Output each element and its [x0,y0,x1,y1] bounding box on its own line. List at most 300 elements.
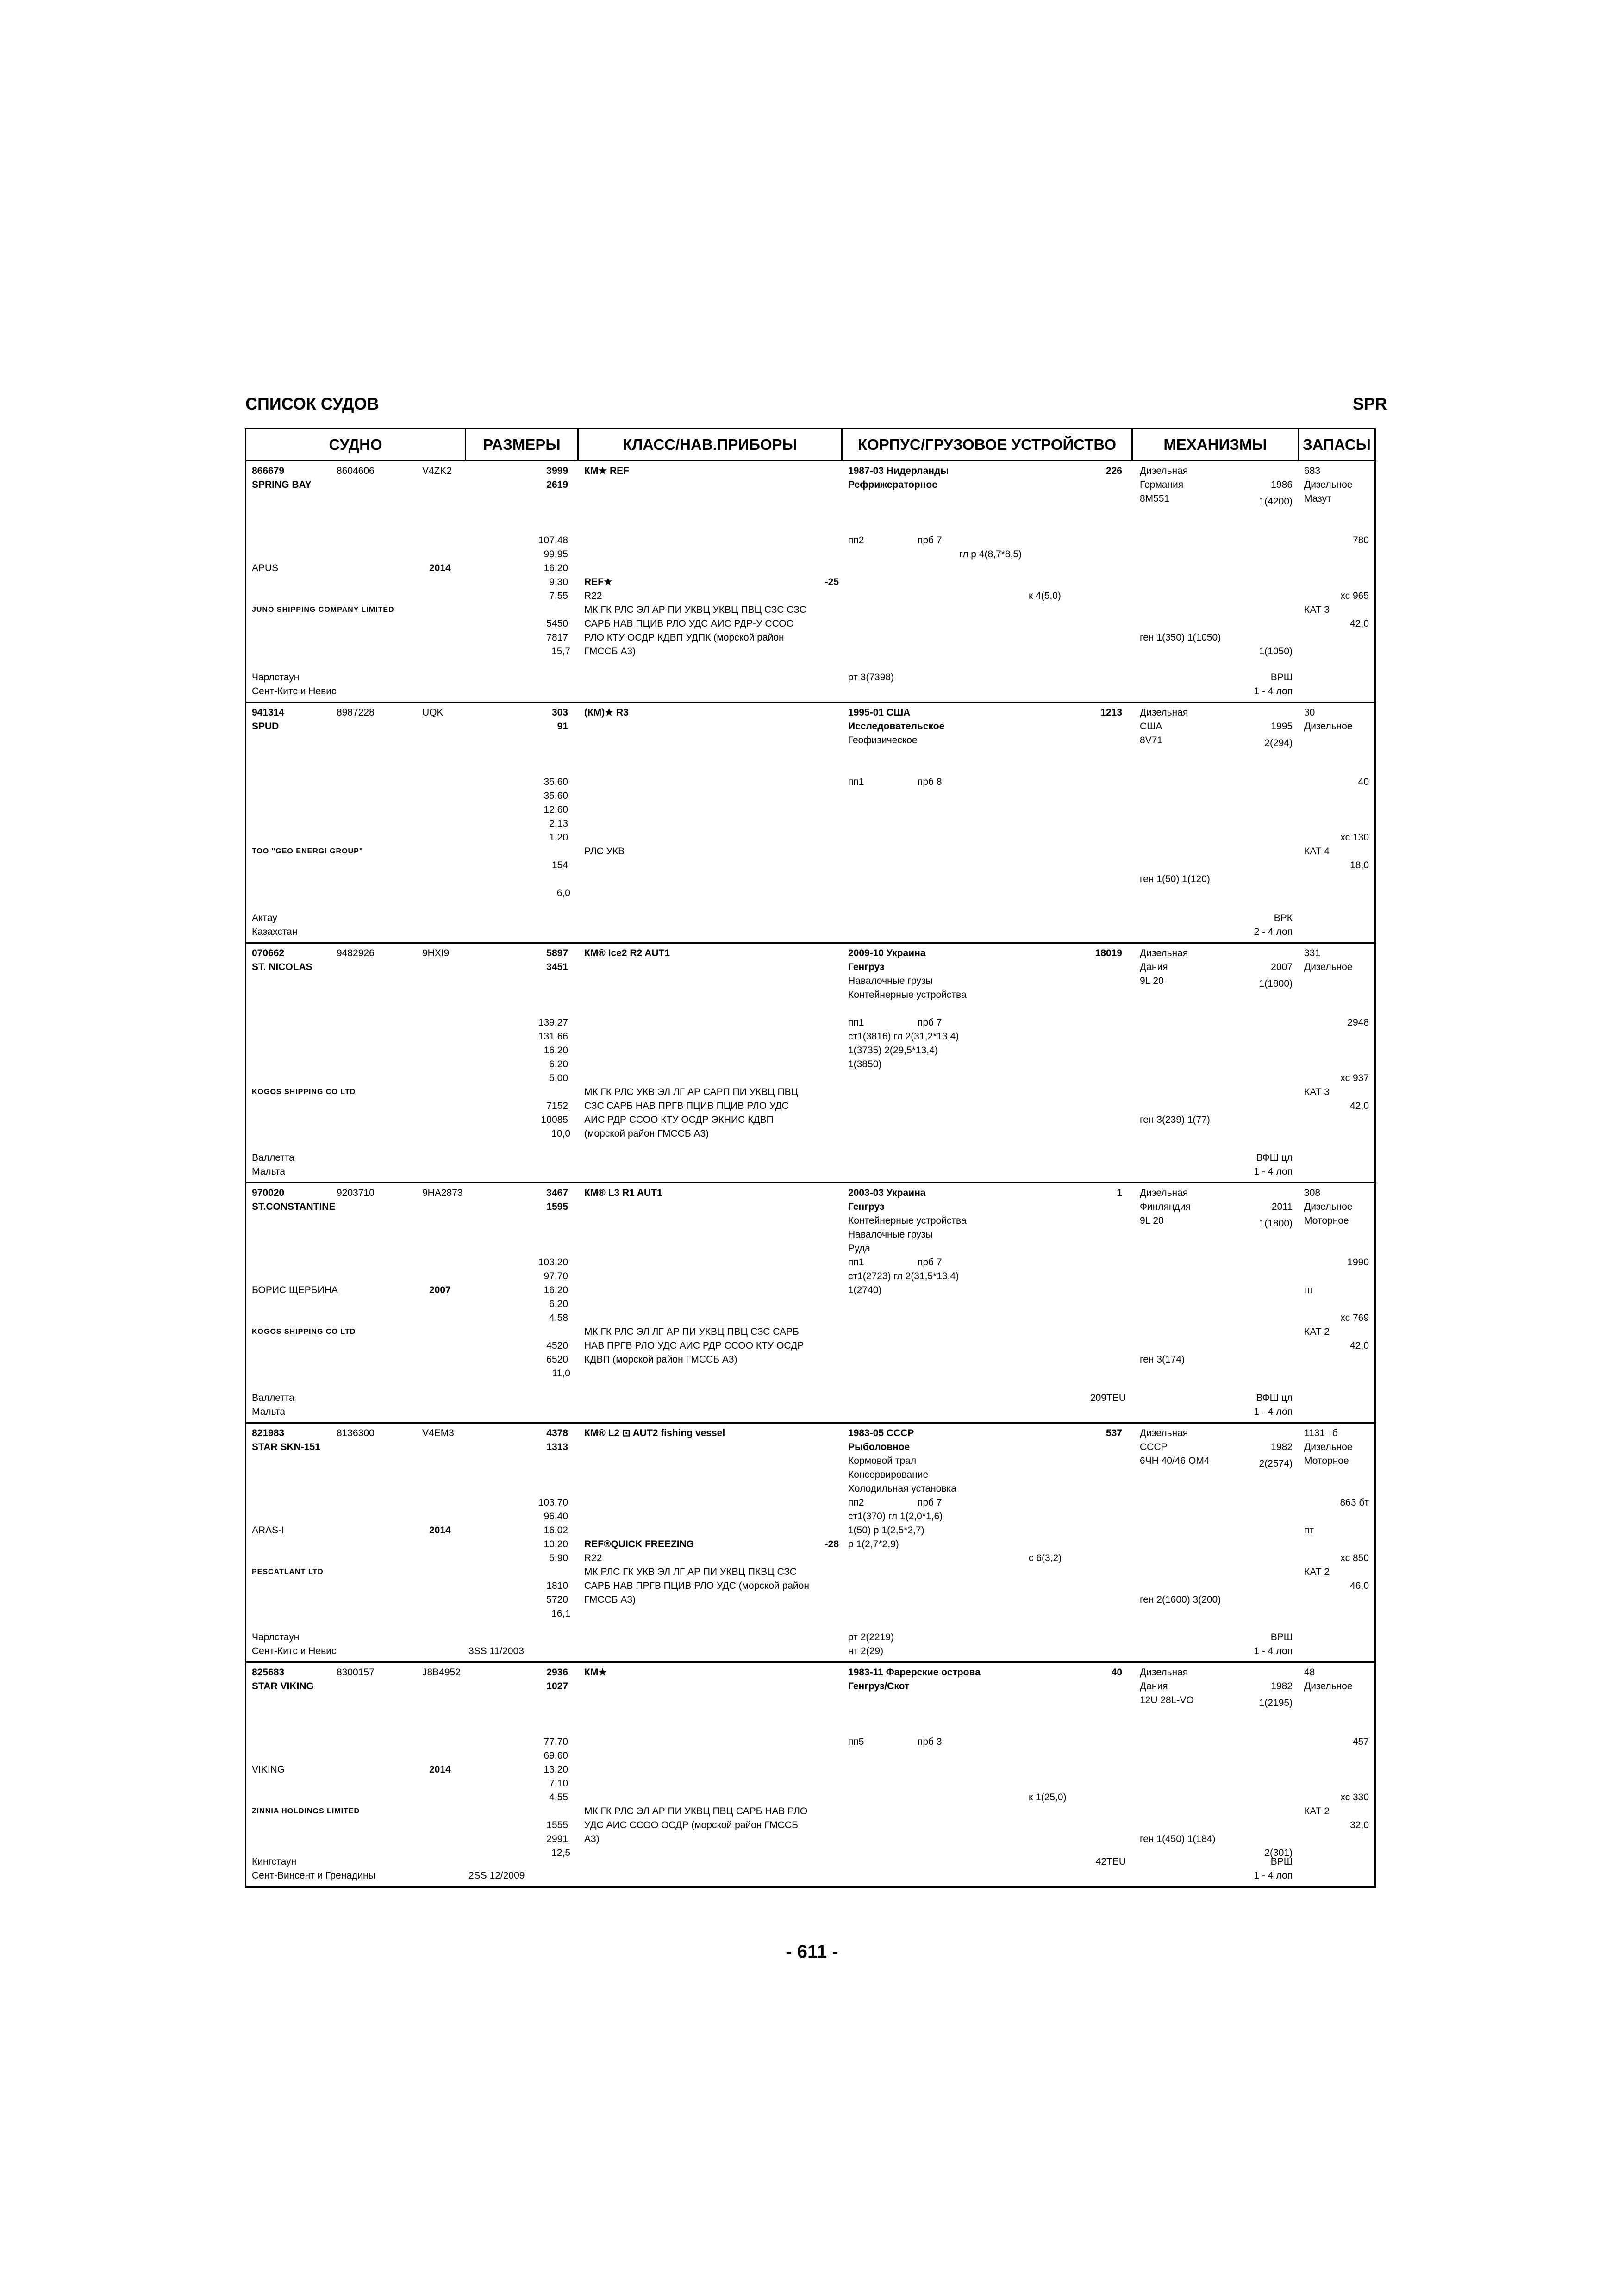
navigation-equipment: РЛО КТУ ОСДР КДВП УДПК (морской район [584,632,784,643]
engine-model: 12U 28L-VO [1140,1695,1194,1705]
class-notation: КМ® L3 R1 AUT1 [584,1188,662,1198]
net-tonnage: 1027 [546,1681,568,1692]
hull-type: Контейнерные устройства [848,989,967,1000]
imo-number: 9482926 [337,948,375,958]
engine-power: 1(2195) [1259,1698,1293,1708]
engine-model: 6ЧН 40/46 ОМ4 [1140,1456,1210,1466]
gross-tonnage: 3467 [546,1188,568,1198]
container-capacity: 209TEU [1090,1393,1126,1403]
fuel-type-secondary: Мазут [1304,493,1331,504]
deadweight: 1555 [546,1820,568,1830]
propeller-type: ВФШ цл [1256,1393,1293,1403]
hull-type: Рыболовное [848,1442,910,1452]
navigation-equipment: ГМССБ А3) [584,1594,636,1605]
holds: пп2 [848,535,864,546]
category: КАТ 2 [1304,1326,1330,1337]
navigation-equipment: МК ГК РЛС ЭЛ ЛГ АР ПИ УКВЦ ПВЦ СЗС САРБ [584,1326,799,1337]
bulkheads: прб 3 [918,1736,942,1747]
engine-type: Дизельная [1140,1188,1188,1198]
engine-type: Дизельная [1140,1428,1188,1438]
displacement: 7817 [546,632,568,643]
builder-number: 537 [1106,1428,1122,1438]
holds: пп1 [848,1017,864,1028]
dimension-value: 103,70 [538,1497,568,1508]
dimension-value: 1,20 [549,832,568,843]
dimension-value: 13,20 [543,1764,568,1775]
class-notation: КМ★ REF [584,466,629,476]
gross-tonnage: 4378 [546,1428,568,1438]
fuel-quantity: 1131 тб [1304,1428,1338,1438]
build-date-country: 1995-01 США [848,707,911,718]
propeller-blades: 2 - 4 лоп [1254,927,1293,937]
engine-country: США [1140,721,1162,732]
column-header-stores: ЗАПАСЫ [1303,436,1371,453]
hull-type: Генгруз [848,962,885,972]
engine-year: 1995 [1271,721,1293,732]
ship-name: SPUD [252,721,279,732]
engine-country: СССР [1140,1442,1168,1452]
flag-state: Мальта [252,1166,286,1177]
dimension-value: 6,20 [549,1299,568,1309]
bulkheads: прб 7 [918,1257,942,1268]
engine-model: 8V71 [1140,735,1163,746]
water-capacity: 40 [1358,777,1369,787]
call-sign: J8B4952 [422,1667,461,1678]
fuel-type: Дизельное [1304,721,1353,732]
port-of-registry: Валлетта [252,1393,294,1403]
build-date-country: 1983-11 Фарерские острова [848,1667,981,1678]
engine-power: 2(294) [1264,738,1293,748]
column-header-class: КЛАСС/НАВ.ПРИБОРЫ [579,429,843,460]
register-number: 821983 [252,1428,285,1438]
register-number: 970020 [252,1188,285,1198]
engine-type: Дизельная [1140,948,1188,958]
owner-name: JUNO SHIPPING COMPANY LIMITED [252,606,394,614]
category-value: 42,0 [1350,1101,1369,1111]
dimension-value: 16,20 [543,1045,568,1056]
dimension-value: 97,70 [543,1271,568,1282]
category: КАТ 4 [1304,846,1330,857]
navigation-equipment: КДВП (морской район ГМССБ А3) [584,1354,737,1365]
dimension-value: 35,60 [543,790,568,801]
navigation-equipment: ГМССБ А3) [584,646,636,657]
propeller-blades: 1 - 4 лоп [1254,1406,1293,1417]
owner-name: ZINNIA HOLDINGS LIMITED [252,1807,360,1815]
gross-tonnage: 3999 [546,466,568,476]
category: КАТ 2 [1304,1806,1330,1817]
owner-name: ТОО "GEO ENERGI GROUP" [252,847,363,855]
fuel-quantity: 683 [1304,466,1321,476]
propeller-blades: 1 - 4 лоп [1254,1870,1293,1881]
refrigerant: R22 [584,591,602,601]
crew-capacity: хс 330 [1340,1792,1369,1803]
dimension-value: 16,20 [543,563,568,573]
dimension-value: 16,20 [543,1285,568,1295]
engine-model: 9L 20 [1140,976,1164,986]
cargo-handling: 1(3735) 2(29,5*13,4) [848,1045,938,1056]
cargo-handling: 1(2740) [848,1285,882,1295]
build-date-country: 2009-10 Украина [848,948,926,958]
fuel-type-secondary: Моторное [1304,1456,1349,1466]
navigation-equipment: УДС АИС ССОО ОСДР (морской район ГМССБ [584,1820,798,1830]
gross-tonnage: 5897 [546,948,568,958]
flag-state: Мальта [252,1406,286,1417]
speed: 11,0 [552,1368,570,1379]
former-name: ARAS-I [252,1525,285,1536]
engine-type: Дизельная [1140,707,1188,718]
dimension-value: 5,90 [549,1553,568,1563]
fuel-quantity: 308 [1304,1188,1321,1198]
hull-type: Консервирование [848,1469,929,1480]
flag-state: Казахстан [252,927,298,937]
cargo-handling: ст1(370) гл 1(2,0*1,6) [848,1511,943,1522]
dimension-value: 103,20 [538,1257,568,1268]
dimension-value: 7,55 [549,591,568,601]
build-date-country: 1987-03 Нидерланды [848,466,949,476]
page-number: - 611 - [786,1941,838,1962]
owner-name: KOGOS SHIPPING CO LTD [252,1328,356,1336]
ship-record [246,461,1374,703]
hull-type: Исследовательское [848,721,945,732]
propeller-blades: 1 - 4 лоп [1254,1646,1293,1656]
ship-name: STAR SKN-151 [252,1442,320,1452]
cargo-tanks-2: нт 2(29) [848,1646,884,1656]
holds: пп1 [848,777,864,787]
cargo-handling: ст1(3816) гл 2(31,2*13,4) [848,1031,959,1042]
bulkheads: прб 7 [918,1497,942,1508]
hatch-info: гл р 4(8,7*8,5) [959,549,1022,560]
engine-power: 1(1800) [1259,1218,1293,1229]
flag-state: Сент-Винсент и Гренадины [252,1870,375,1881]
ship-name: SPRING BAY [252,479,312,490]
imo-number: 9203710 [337,1188,375,1198]
ship-name: STAR VIKING [252,1681,314,1692]
hull-type: Генгруз/Скот [848,1681,910,1692]
class-notation: КМ★ [584,1667,607,1678]
cargo-tanks: рт 2(2219) [848,1632,894,1643]
dimension-value: 96,40 [543,1511,568,1522]
generators: ген 1(50) 1(120) [1140,874,1210,884]
dimension-value: 5,00 [549,1073,568,1083]
propeller-type: ВРШ [1270,1632,1293,1643]
hull-type: Геофизическое [848,735,918,746]
cargo-tanks: рт 3(7398) [848,672,894,683]
dimension-value: 35,60 [543,777,568,787]
imo-number: 8987228 [337,707,375,718]
category: КАТ 3 [1304,604,1330,615]
speed: 15,7 [551,646,570,657]
bulkheads: прб 7 [918,535,942,546]
propeller-type: ВФШ цл [1256,1152,1293,1163]
engine-country: Германия [1140,479,1184,490]
register-number: 070662 [252,948,285,958]
water-capacity: 1990 [1347,1257,1369,1268]
refrigeration-temperature: -28 [824,1539,839,1549]
generators: ген 1(450) 1(184) [1140,1834,1216,1844]
flag-state: Сент-Китс и Невис [252,1646,337,1656]
column-header-dimensions: РАЗМЕРЫ [466,429,579,460]
navigation-equipment: МК РЛС ГК УКВ ЭЛ ЛГ АР ПИ УКВЦ ПКВЦ СЗС [584,1567,797,1577]
displacement: 2991 [546,1834,568,1844]
fuel-quantity: 48 [1304,1667,1315,1678]
navigation-equipment: А3) [584,1834,600,1844]
navigation-equipment: САРБ НАВ ПЦИВ РЛО УДС АИС РДР-У ССОО [584,618,794,629]
refrigeration-temperature: -25 [824,577,839,587]
dimension-value: 12,60 [543,804,568,815]
engine-year: 1986 [1271,479,1293,490]
deadweight: 1810 [546,1580,568,1591]
port-of-registry: Валлетта [252,1152,294,1163]
generators: ген 1(350) 1(1050) [1140,632,1221,643]
navigation-equipment: АИС РДР ССОО КТУ ОСДР ЭКНИС КДВП [584,1114,774,1125]
propeller-blades: 1 - 4 лоп [1254,1166,1293,1177]
crew-capacity: хс 850 [1340,1553,1369,1563]
propeller-type: ВРШ [1270,1856,1293,1867]
crew-capacity: хс 937 [1340,1073,1369,1083]
column-header-machinery: МЕХАНИЗМЫ [1133,429,1299,460]
gross-tonnage: 303 [551,707,568,718]
navigation-equipment: СЗС САРБ НАВ ПРГВ ПЦИВ ПЦИВ РЛО УДС [584,1101,789,1111]
engine-year: 2007 [1271,962,1293,972]
category-value: 42,0 [1350,1340,1369,1351]
flag-state: Сент-Китс и Невис [252,686,337,697]
dimension-value: 10,20 [543,1539,568,1549]
engine-power: 1(1800) [1259,978,1293,989]
fuel-quantity: 30 [1304,707,1315,718]
category-value: 18,0 [1350,860,1369,871]
class-notation: (КМ)★ R3 [584,707,629,718]
hull-type: Навалочные грузы [848,976,933,986]
document-title: СПИСОК СУДОВ [245,394,379,413]
net-tonnage: 3451 [546,962,568,972]
category: КАТ 2 [1304,1567,1330,1577]
propeller-type: ВРШ [1270,672,1293,683]
hull-type: Рефрижераторное [848,479,937,490]
builder-number: 18019 [1095,948,1122,958]
fuel-type: Дизельное [1304,962,1353,972]
deadweight: 154 [551,860,568,871]
generators-extra: 1(1050) [1259,646,1293,657]
document-code: SPR [1352,394,1387,413]
engine-country: Финляндия [1140,1201,1191,1212]
cranes: к 1(25,0) [1029,1792,1067,1803]
deadweight: 7152 [546,1101,568,1111]
ship-record [246,703,1374,944]
cranes: с 6(3,2) [1029,1553,1062,1563]
owner-name: KOGOS SHIPPING CO LTD [252,1088,356,1096]
dimension-value: 2,13 [549,818,568,829]
fuel-type: Дизельное [1304,1442,1353,1452]
crew-capacity: хс 965 [1340,591,1369,601]
builder-number: 1213 [1100,707,1122,718]
engine-year: 1982 [1271,1442,1293,1452]
net-tonnage: 1595 [546,1201,568,1212]
crew-capacity: хс 130 [1340,832,1369,843]
column-header-hull: КОРПУС/ГРУЗОВОЕ УСТРОЙСТВО [843,429,1133,460]
navigation-equipment: МК ГК РЛС УКВ ЭЛ ЛГ АР САРП ПИ УКВЦ ПВЦ [584,1087,799,1097]
hull-type: Кормовой трал [848,1456,917,1466]
fuel-type-secondary: Моторное [1304,1215,1349,1226]
engine-type: Дизельная [1140,1667,1188,1678]
former-name-year: 2007 [429,1285,451,1295]
hull-type: Навалочные грузы [848,1229,933,1240]
ship-register-table [245,428,1376,1888]
speed: 6,0 [556,888,570,898]
holds: пп2 [848,1497,864,1508]
call-sign: V4ZK2 [422,466,452,476]
navigation-equipment: (морской район ГМССБ А3) [584,1128,709,1139]
former-name: VIKING [252,1764,285,1775]
displacement: 10085 [541,1114,568,1125]
category-value: 42,0 [1350,618,1369,629]
hull-type: Холодильная установка [848,1483,956,1494]
hull-type: Контейнерные устройства [848,1215,967,1226]
imo-number: 8604606 [337,466,375,476]
gross-tonnage: 2936 [546,1667,568,1678]
category: КАТ 3 [1304,1087,1330,1097]
dimension-value: 77,70 [543,1736,568,1747]
engine-model: 8M551 [1140,493,1170,504]
generators-extra: 2(301) [1264,1848,1293,1858]
displacement: 5720 [546,1594,568,1605]
dimension-value: 4,55 [549,1792,568,1803]
build-date-country: 1983-05 СССР [848,1428,914,1438]
survey-info: 2SS 12/2009 [468,1870,525,1881]
water-capacity: 780 [1352,535,1369,546]
navigation-equipment: МК ГК РЛС ЭЛ АР ПИ УКВЦ ПВЦ САРБ НАВ РЛО [584,1806,808,1817]
speed: 16,1 [551,1608,570,1619]
column-header-ship: СУДНО [246,429,466,460]
cargo-handling: р 1(2,7*2,9) [848,1539,899,1549]
engine-year: 2011 [1271,1201,1293,1212]
register-number: 866679 [252,466,285,476]
holds: пп1 [848,1257,864,1268]
register-number: 825683 [252,1667,285,1678]
engine-country: Дания [1140,1681,1168,1692]
fuel-type: Дизельное [1304,479,1353,490]
net-tonnage: 91 [557,721,568,732]
navigation-equipment: САРБ НАВ ПРГВ ПЦИВ РЛО УДС (морской район [584,1580,809,1591]
refrigeration-class: REF★ [584,577,612,587]
engine-power: 1(4200) [1259,496,1293,507]
deadweight: 4520 [546,1340,568,1351]
cargo-handling: 1(3850) [848,1059,882,1070]
dimension-value: 107,48 [538,535,568,546]
propeller-type: ВРК [1274,913,1293,923]
generators: ген 3(174) [1140,1354,1185,1365]
cranes: к 4(5,0) [1029,591,1061,601]
speed: 10,0 [551,1128,570,1139]
port-of-registry: Кингстаун [252,1856,297,1867]
call-sign: UQK [422,707,443,718]
hull-type: Генгруз [848,1201,885,1212]
cargo-handling: ст1(2723) гл 2(31,5*13,4) [848,1271,959,1282]
dimension-value: 6,20 [549,1059,568,1070]
call-sign: 9HA2873 [422,1188,463,1198]
fuel-quantity: 331 [1304,948,1321,958]
register-number: 941314 [252,707,285,718]
engine-year: 1982 [1271,1681,1293,1692]
stores-note: пт [1304,1285,1314,1295]
builder-number: 40 [1111,1667,1122,1678]
bulkheads: прб 8 [918,777,942,787]
survey-info: 3SS 11/2003 [468,1646,524,1656]
container-capacity: 42TEU [1095,1856,1126,1867]
dimension-value: 131,66 [538,1031,568,1042]
imo-number: 8136300 [337,1428,375,1438]
builder-number: 226 [1106,466,1122,476]
ship-record [246,944,1374,1183]
dimension-value: 7,10 [549,1778,568,1789]
dimension-value: 99,95 [543,549,568,560]
dimension-value: 9,30 [549,577,568,587]
cargo-handling: 1(50) р 1(2,5*2,7) [848,1525,924,1536]
ship-record [246,1424,1374,1663]
bulkheads: прб 7 [918,1017,942,1028]
builder-number: 1 [1117,1188,1122,1198]
generators: ген 3(239) 1(77) [1140,1114,1210,1125]
former-name-year: 2014 [429,1764,451,1775]
dimension-value: 4,58 [549,1313,568,1323]
former-name: БОРИС ЩЕРБИНА [252,1285,338,1295]
water-capacity: 457 [1352,1736,1369,1747]
hull-type: Руда [848,1243,870,1254]
water-capacity: 2948 [1347,1017,1369,1028]
category-value: 46,0 [1350,1580,1369,1591]
engine-model: 9L 20 [1140,1215,1164,1226]
ship-record [246,1663,1374,1887]
class-notation: КМ® Ice2 R2 AUT1 [584,948,670,958]
speed: 12,5 [551,1848,570,1858]
navigation-equipment: МК ГК РЛС ЭЛ АР ПИ УКВЦ УКВЦ ПВЦ СЗС СЗС [584,604,806,615]
call-sign: 9HXI9 [422,948,450,958]
former-name-year: 2014 [429,1525,451,1536]
fuel-type: Дизельное [1304,1201,1353,1212]
dimension-value: 69,60 [543,1750,568,1761]
class-notation: КМ® L2 ⊡ AUT2 fishing vessel [584,1428,725,1438]
port-of-registry: Актау [252,913,277,923]
holds: пп5 [848,1736,864,1747]
displacement: 6520 [546,1354,568,1365]
port-of-registry: Чарлстаун [252,672,300,683]
navigation-equipment: РЛС УКВ [584,846,625,857]
category-value: 32,0 [1350,1820,1369,1830]
ship-record [246,1183,1374,1424]
net-tonnage: 2619 [546,479,568,490]
propeller-blades: 1 - 4 лоп [1254,686,1293,697]
refrigeration-class: REF®QUICK FREEZING [584,1539,694,1549]
port-of-registry: Чарлстаун [252,1632,300,1643]
dimension-value: 16,02 [543,1525,568,1536]
stores-note: пт [1304,1525,1314,1536]
ship-name: ST.CONSTANTINE [252,1201,336,1212]
call-sign: V4EM3 [422,1428,454,1438]
generators: ген 2(1600) 3(200) [1140,1594,1221,1605]
engine-type: Дизельная [1140,466,1188,476]
dimension-value: 139,27 [538,1017,568,1028]
deadweight: 5450 [546,618,568,629]
fuel-type: Дизельное [1304,1681,1353,1692]
navigation-equipment: НАВ ПРГВ РЛО УДС АИС РДР ССОО КТУ ОСДР [584,1340,804,1351]
water-capacity: 863 бт [1340,1497,1369,1508]
engine-power: 2(2574) [1259,1458,1293,1469]
net-tonnage: 1313 [546,1442,568,1452]
former-name-year: 2014 [429,563,451,573]
ship-name: ST. NICOLAS [252,962,312,972]
former-name: APUS [252,563,279,573]
imo-number: 8300157 [337,1667,375,1678]
build-date-country: 2003-03 Украина [848,1188,926,1198]
